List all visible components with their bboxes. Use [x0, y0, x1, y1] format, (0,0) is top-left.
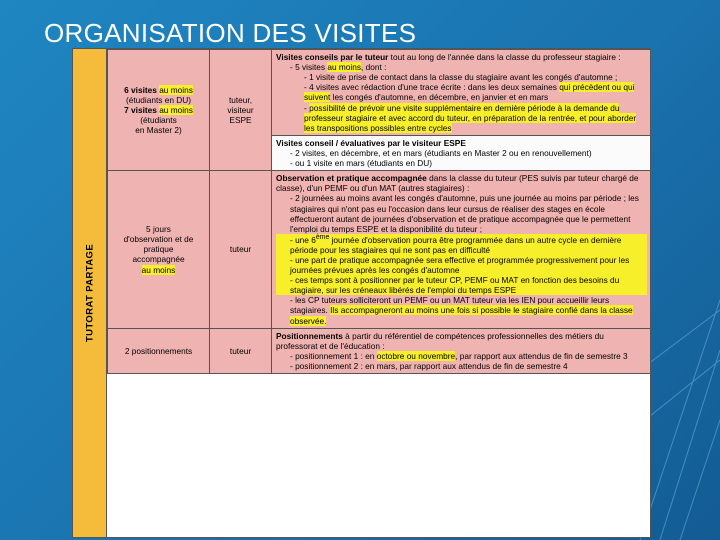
text-semestre-3: , par rapport aux attendus de fin de semestre 3	[455, 350, 628, 361]
highlight-temps-positionner: - ces temps sont à positionner par le tuteur CP, PEMF ou MAT en fonction des besoins du stagiaire, sur les créneaux libérés de l'emploi du temps ESPE	[276, 275, 647, 295]
highlight-au-moins-3: au moins	[141, 264, 176, 275]
text-1-visite: - ou 1 visite en mars (étudiants en DU)	[290, 158, 433, 169]
cell-positionnements-count	[108, 328, 210, 373]
highlight-octobre-novembre: octobre ou novembre	[376, 350, 456, 361]
text-visites-intro: tout au long de l'année dans la classe du professeur stagiaire :	[388, 52, 621, 62]
cell-observation-actor	[210, 171, 272, 328]
table-row-positionnements	[108, 328, 652, 373]
table-row-visits	[108, 50, 652, 136]
text-observation: d'observation et de	[123, 234, 194, 245]
cell-visits-count	[108, 50, 210, 171]
text-du: (étudiants en DU)	[125, 94, 192, 105]
text-espe: ESPE	[229, 115, 252, 126]
cell-observation-detail	[272, 171, 652, 328]
text-positionnements-intro: à partir du référentiel de compétences professionnelles des métiers du professorat et de l'éducation :	[276, 330, 604, 351]
text-dash: -	[304, 102, 310, 113]
text-visiteur: visiteur	[227, 105, 254, 116]
text-5-visites: - 5 visites	[290, 62, 328, 73]
text-pratique: pratique	[143, 244, 174, 255]
cell-positionnements-detail	[272, 328, 652, 373]
text-conges: les congés d'automne, en décembre, en janvier et en mars	[330, 92, 549, 103]
document-table	[72, 48, 651, 538]
text-tuteur-2: tuteur	[229, 244, 252, 255]
cell-visits-actor	[210, 50, 272, 171]
highlight-visite-supp: possibilité de prévoir une visite supplémentaire en dernière période à la demande du professeur stagiaire et avec accord du tuteur, en préparation de la rentrée, et pour aborder les transpositions possibles entre cycles	[304, 102, 637, 133]
text-2-positionnements: 2 positionnements	[124, 345, 193, 356]
heading-visites-espe: Visites conseil / évaluatives par le visiteur ESPE	[276, 137, 466, 148]
text-observation-intro: dans la classe du tuteur (PES suivis par tuteur chargé de classe), d'un PEMF ou d'un MAT (autres stagiaires) :	[276, 173, 639, 194]
text-etudiants: (étudiants	[140, 115, 177, 126]
cell-positionnements-actor	[210, 328, 272, 373]
highlight-precedent: qui précèdent ou qui suivent	[304, 82, 635, 103]
cell-observation-count	[108, 171, 210, 328]
highlight-5-au-moins: au moins	[327, 62, 362, 73]
text-positionnement-1: - positionnement 1 : en	[290, 350, 377, 361]
text-positionnement-2: - positionnement 2 : en mars, par rapport aux attendus de fin de semestre 4	[290, 360, 568, 371]
text-eme: ème	[315, 233, 330, 241]
text-2-journees: - 2 journées au moins avant les congés d'automne, puis une journée au moins par période ; les stagiaires qui n'ont pas eu l'occasion dans leur cursus de réaliser des stages en école effectueront autant de journées d'observation et de pratique accompagnée que le permettent l'emploi du temps ESPE et la disponibilité du tuteur ;	[290, 193, 639, 234]
text-master: en Master 2)	[135, 125, 182, 136]
table-row-observation	[108, 171, 652, 328]
text-4-visites: - 4 visites avec rédaction d'une trace écrite : dans les deux semaines	[304, 82, 560, 93]
heading-visites-conseils: Visites conseils par le tuteur	[276, 52, 389, 62]
highlight-pratique-accompagnee: - une part de pratique accompagnée sera effective et programmée progressivement pour les journées prévues après les congés d'automne	[276, 255, 647, 275]
highlight-au-moins: au moins	[159, 84, 193, 95]
text-accompagnee: accompagnée	[132, 254, 185, 265]
cell-visits-espe	[272, 135, 652, 170]
text-une-6: - une 6	[290, 234, 316, 245]
highlight-au-moins-2: au moins	[159, 105, 193, 116]
text-journee-observation: journée d'observation pourra être programmée dans un autre cycle en dernière période pour les stagiaires qui ne sont pas en difficulté	[290, 234, 622, 255]
visits-table	[107, 49, 651, 374]
text-2-visites: - 2 visites, en décembre, et en mars (étudiants en Master 2 ou en renouvellement)	[290, 147, 592, 158]
highlight-accompagneront: Ils accompagneront au moins une fois si possible le stagiaire confié dans la classe observée.	[290, 305, 633, 326]
cell-visits-tuteur	[272, 50, 652, 136]
text-dont: , dont :	[361, 62, 387, 73]
text-6-visites: 6 visites	[124, 84, 160, 95]
sidebar-band	[73, 49, 107, 537]
text-7-visites: 7 visites	[124, 105, 160, 116]
sidebar-label: TUTORAT PARTAGE	[84, 243, 96, 343]
slide-title: ORGANISATION DES VISITES	[44, 18, 417, 48]
text-tuteur: tuteur,	[228, 94, 253, 105]
heading-positionnements: Positionnements	[276, 330, 343, 341]
text-tuteur-3: tuteur	[229, 345, 252, 356]
text-cp-tuteurs: - les CP tuteurs solliciteront un PEMF ou un MAT tuteur via les IEN pour accueillir leurs stagiaires.	[290, 295, 610, 316]
heading-observation: Observation et pratique accompagnée	[276, 173, 427, 184]
text-5-jours: 5 jours	[146, 224, 171, 235]
text-visite-prise-contact: - 1 visite de prise de contact dans la classe du stagiaire avant les congés d'automne ;	[304, 72, 618, 83]
